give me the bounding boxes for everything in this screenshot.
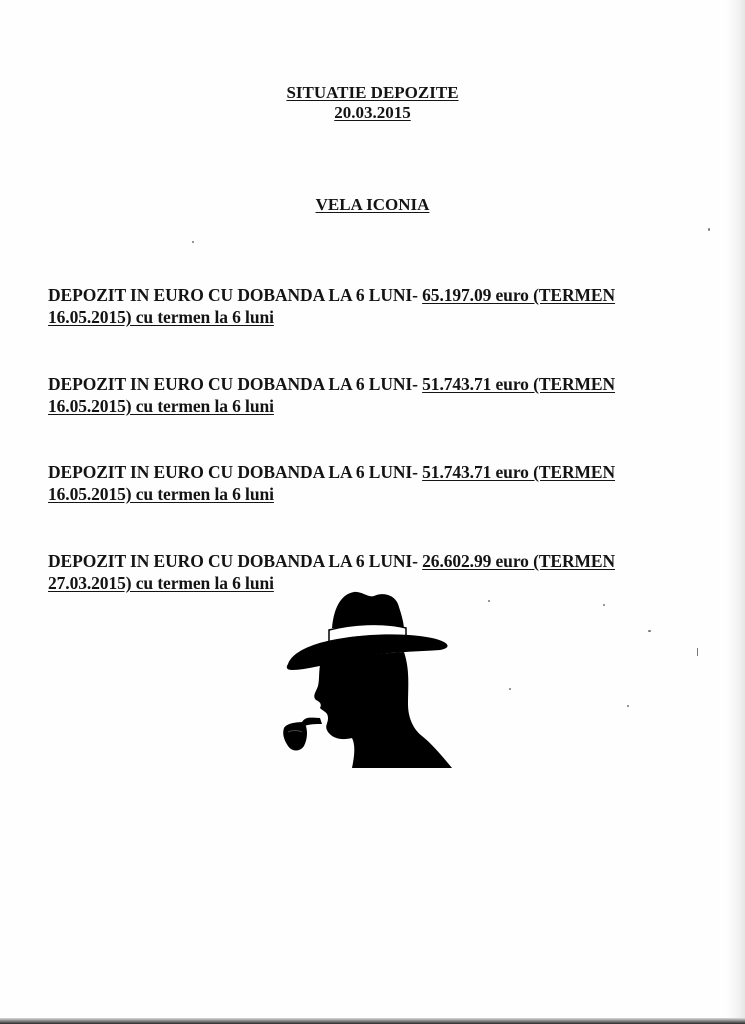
deposit-amount: 51.743.71 euro (TERMEN (422, 462, 616, 482)
deposit-label: DEPOZIT IN EURO CU DOBANDA LA 6 LUNI- (48, 551, 418, 571)
deposit-term: 16.05.2015) cu termen la 6 luni (48, 484, 274, 504)
scan-speck (192, 241, 194, 243)
deposit-label: DEPOZIT IN EURO CU DOBANDA LA 6 LUNI- (48, 462, 418, 482)
company-name: VELA ICONIA (315, 195, 430, 214)
scan-speck (648, 630, 651, 632)
detective-silhouette-icon (282, 586, 452, 768)
scan-speck (708, 228, 710, 231)
deposit-amount: 26.602.99 euro (TERMEN (422, 551, 616, 571)
deposit-entry (48, 373, 708, 417)
scan-speck (603, 604, 605, 606)
scan-edge-bottom (0, 1018, 745, 1024)
scan-speck (627, 705, 629, 707)
deposit-entry (48, 284, 708, 328)
document-date: 20.03.2015 (334, 103, 411, 122)
deposit-label: DEPOZIT IN EURO CU DOBANDA LA 6 LUNI- (48, 285, 418, 305)
scan-speck (509, 688, 511, 690)
deposit-amount: 51.743.71 euro (TERMEN (422, 374, 616, 394)
deposit-term: 16.05.2015) cu termen la 6 luni (48, 396, 274, 416)
deposit-entry (48, 461, 708, 505)
company-heading (0, 195, 745, 215)
deposit-term: 27.03.2015) cu termen la 6 luni (48, 573, 274, 593)
deposit-label: DEPOZIT IN EURO CU DOBANDA LA 6 LUNI- (48, 374, 418, 394)
scan-edge-shadow (725, 0, 745, 1024)
deposit-term: 16.05.2015) cu termen la 6 luni (48, 307, 274, 327)
scan-speck (488, 600, 490, 602)
scan-speck (697, 648, 698, 656)
document-title: SITUATIE DEPOZITE (286, 83, 459, 102)
document-heading (0, 83, 745, 123)
deposit-amount: 65.197.09 euro (TERMEN (422, 285, 616, 305)
